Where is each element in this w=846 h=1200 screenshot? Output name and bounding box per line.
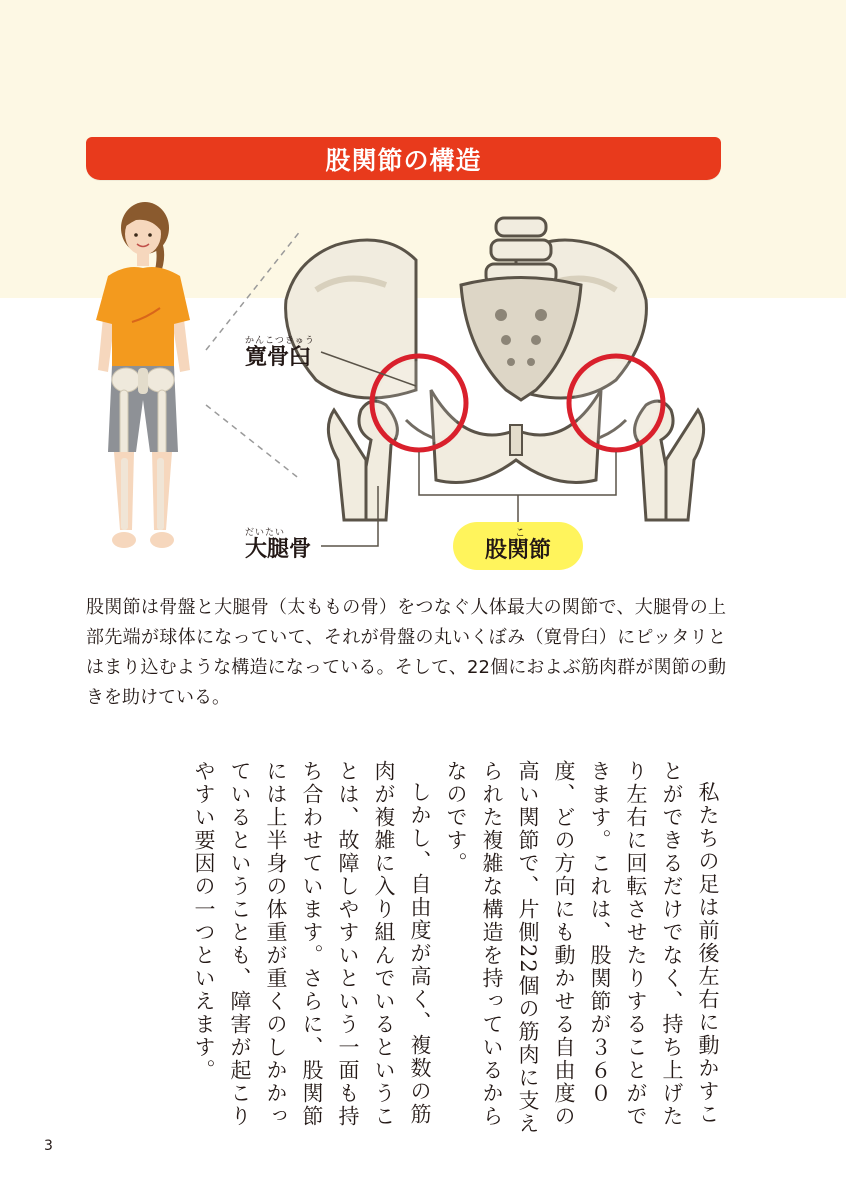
hip-joint-badge [453,522,583,570]
body-paragraph-2: しかし、自由度が高く、複数の筋肉が複雑に入り組んでいるということは、故障しやすいという一面も持ち合わせています。さらに、股関節には上半身の体重が重くのしかかっているということも、障害が起こりやすい要因の一つといえます。 [192,760,432,1128]
hip-joint-ruby: こ [515,528,525,539]
section-title: 股関節の構造 [325,145,482,175]
femur-ruby: だいたい [245,528,286,538]
acetabulum-text: 寛骨臼 [245,345,312,370]
hip-joint-text: 股関節 [484,538,551,563]
pelvis-illustration-icon [286,218,704,546]
body-text-vertical [86,760,726,1145]
femur-text: 大腿骨 [245,537,312,562]
section-title-bar [86,137,721,180]
intro-paragraph: 股関節は骨盤と大腿骨（太ももの骨）をつなぐ人体最大の関節で、大腿骨の上部先端が球体になっていて、それが骨盤の丸いくぼみ（寛骨臼）にピッタリとはまり込むような構造になっている。そして、22個におよぶ筋肉群が関節の動きを助けている。 [86,597,726,708]
body-paragraph-1: 私たちの足は前後左右に動かすことができるだけでなく、持ち上げたり左右に回転させたりすることができます。これは、股関節が３６０度、どの方向にも動かせる自由度の高い関節で、片側22個の筋肉に支えられた複雑な構造を持っているからなのです。 [444,760,720,1136]
hip-joint-figure [86,190,776,580]
woman-figure-icon [96,202,190,548]
page-number: 3 [44,1138,53,1154]
acetabulum-ruby: かんこつきゅう [245,336,315,346]
acetabulum-label [245,333,315,370]
femur-label [245,525,311,562]
